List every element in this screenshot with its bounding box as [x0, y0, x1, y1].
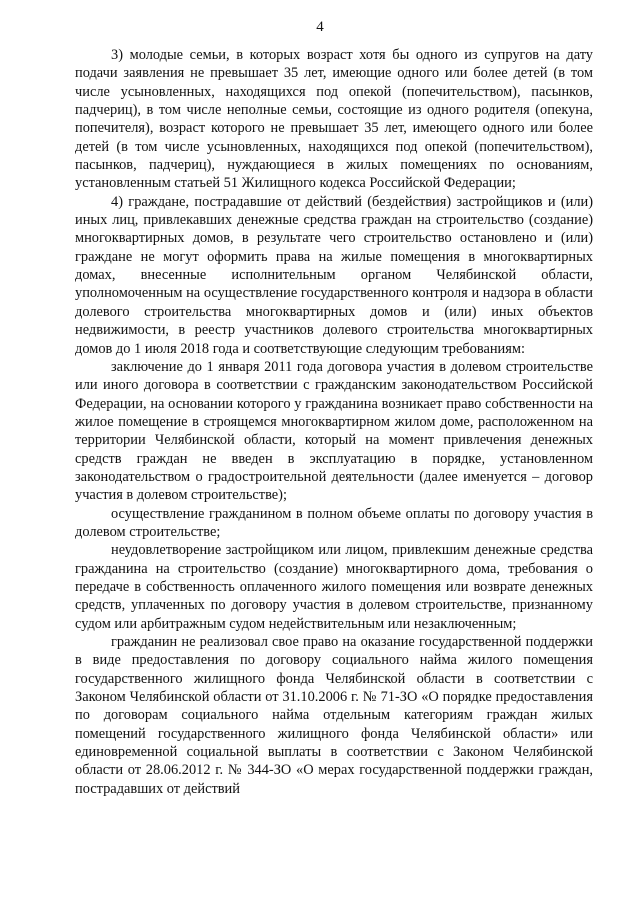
- document-body: [75, 46, 593, 798]
- paragraph-state-support: гражданин не реализовал свое право на оказание государственной поддержки в виде предоставления по договору социального найма жилого помещения государственного жилищного фонда Челябинской области в соответствии с Законом Челябинской области от 31.10.2006 г. № 71-ЗО «О порядке предоставления по договорам социального найма отдельным категориям граждан жилых помещений государственного жилищного фонда Челябинской области» или единовременной социальной выплаты в соответствии с Законом Челябинской области от 28.06.2012 г. № 344-ЗО «О мерах государственной поддержки граждан, пострадавших от действий: [75, 634, 593, 797]
- page-number: 4: [316, 19, 324, 35]
- paragraph-young-families: 3) молодые семьи, в которых возраст хотя бы одного из супругов на дату подачи заявления не превышает 35 лет, имеющие одного или более детей (в том числе усыновленных, находящихся под опекой (попечительством), пасынков, падчериц), в том числе неполные семьи, состоящие из одного родителя (опекуна, попечителя), возраст которого не превышает 35 лет, имеющего одного или более детей (в том числе усыновленных, находящихся под опекой (попечительством), пасынков, падчериц), нуждающиеся в жилых помещениях по основаниям, установленным статьей 51 Жилищного кодекса Российской Федерации;: [75, 47, 593, 192]
- paragraph-full-payment: осуществление гражданином в полном объеме оплаты по договору участия в долевом строительстве;: [75, 505, 593, 540]
- paragraph-non-fulfillment: неудовлетворение застройщиком или лицом, привлекшим денежные средства гражданина на строительство (создание) многоквартирного дома, требования о передаче в собственность оплаченного жилого помещения или возврате денежных средств, уплаченных по договору участия в долевом строительстве, признанному судом или арбитражным судом недействительным или незаключенным;: [75, 542, 593, 632]
- paragraph-contract-conclusion: заключение до 1 января 2011 года договора участия в долевом строительстве или иного договора в соответствии с гражданским законодательством Российской Федерации, на основании которого у гражданина возникает право собственности на жилое помещение в строящемся многоквартирном жилом доме, расположенном на территории Челябинской области, который на момент привлечения денежных средств граждан не введен в эксплуатацию в порядке, установленном законодательством о градостроительной деятельности (далее именуется – договор участия в долевом строительстве);: [75, 358, 593, 504]
- paragraph-affected-citizens: 4) граждане, пострадавшие от действий (бездействия) застройщиков и (или) иных лиц, привлекавших денежные средства граждан на строительство (создание) многоквартирных домов, в результате чего строительство остановлено и (или) граждане не могут оформить права на жилые помещения в многоквартирных домах, внесенные исполнительным органом Челябинской области, уполномоченным на осуществление государственного контроля и надзора в области долевого строительства многоквартирных домов и (или) иных объектов недвижимости, в реестр участников долевого строительства многоквартирных домов до 1 июля 2018 года и соответствующие следующим требованиям:: [75, 193, 593, 357]
